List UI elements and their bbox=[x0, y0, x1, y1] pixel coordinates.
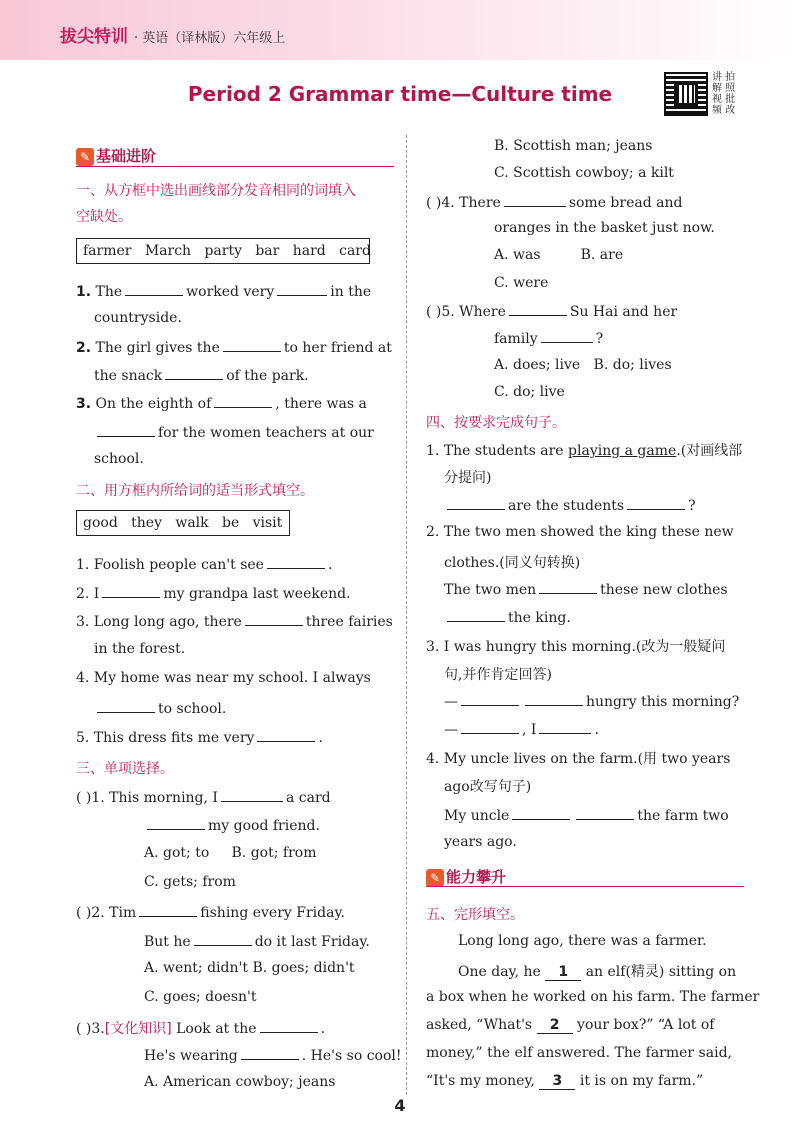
answer-paren[interactable]: ( ) bbox=[426, 195, 442, 211]
question-3-3: ( )3.[文化知识] Look at the . bbox=[76, 1021, 326, 1037]
answer-blank[interactable] bbox=[541, 329, 593, 343]
answer-blank[interactable] bbox=[125, 282, 183, 296]
answer-blank[interactable] bbox=[267, 555, 325, 569]
answer-blank[interactable] bbox=[627, 496, 685, 510]
question-text: school. bbox=[94, 451, 144, 467]
answer-blank[interactable] bbox=[221, 788, 283, 802]
brand-name: 拔尖特训 bbox=[60, 27, 128, 47]
passage-line: asked, “What's 2 your box?” “A lot of bbox=[426, 1017, 715, 1033]
answer-blank[interactable] bbox=[576, 806, 634, 820]
answer-blank[interactable] bbox=[447, 496, 505, 510]
badge-underline bbox=[76, 166, 394, 167]
answer-paren[interactable]: ( ) bbox=[426, 304, 442, 320]
section-badge-basic: ✎ 基础进阶 bbox=[76, 145, 156, 166]
section-1-heading: 一、从方框中选出画线部分发音相同的词填入 bbox=[76, 183, 356, 199]
answer-blank[interactable] bbox=[447, 608, 505, 622]
question-2-2: 2. I my grandpa last weekend. bbox=[76, 586, 351, 602]
answer-blank[interactable] bbox=[241, 1046, 299, 1060]
answer-blank[interactable] bbox=[245, 612, 303, 626]
question-text: to school. bbox=[94, 699, 226, 717]
question-4-1: 1. The students are playing a game.(对画线部 bbox=[426, 443, 743, 459]
page-number: 4 bbox=[394, 1096, 406, 1115]
answer-blank[interactable] bbox=[509, 302, 567, 316]
qr-code-icon[interactable] bbox=[664, 72, 708, 116]
passage-line: money,” the elf answered. The farmer said, bbox=[426, 1045, 732, 1061]
answer-blank[interactable] bbox=[257, 728, 315, 742]
question-text: countryside. bbox=[94, 310, 182, 326]
answer-blank[interactable] bbox=[504, 193, 566, 207]
question-text: my good friend. bbox=[144, 816, 320, 834]
question-3-4: ( )4. There some bread and bbox=[426, 195, 683, 211]
answer-blank[interactable] bbox=[97, 423, 155, 437]
answer-blank[interactable] bbox=[277, 282, 327, 296]
word-box-1: farmer March party bar hard card bbox=[76, 238, 370, 264]
question-2-1: 1. Foolish people can't see . bbox=[76, 557, 333, 573]
question-text: The two men these new clothes bbox=[444, 582, 728, 598]
option-row: C. were bbox=[494, 275, 549, 291]
cloze-blank-3[interactable]: 3 bbox=[539, 1073, 575, 1090]
question-text: But he do it last Friday. bbox=[144, 934, 370, 950]
question-4-2: 2. The two men showed the king these new bbox=[426, 524, 734, 540]
question-3-2: ( )2. Tim fishing every Friday. bbox=[76, 905, 345, 921]
answer-blank[interactable] bbox=[147, 816, 205, 830]
answer-paren[interactable]: ( ) bbox=[76, 905, 92, 921]
question-text: in the forest. bbox=[94, 641, 186, 657]
brand-subtitle: · 英语（译林版）六年级上 bbox=[134, 31, 286, 46]
question-4-4: 4. My uncle lives on the farm.(用 two years bbox=[426, 751, 731, 767]
answer-paren[interactable]: ( ) bbox=[76, 1021, 92, 1037]
cloze-blank-2[interactable]: 2 bbox=[537, 1017, 573, 1034]
question-text: years ago. bbox=[444, 834, 517, 850]
answer-blank[interactable] bbox=[512, 806, 570, 820]
question-text: My uncle the farm two bbox=[444, 808, 729, 824]
question-2-5: 5. This dress fits me very . bbox=[76, 730, 323, 746]
answer-blank[interactable] bbox=[539, 720, 591, 734]
pencil-icon: ✎ bbox=[426, 869, 444, 887]
passage-line: “It's my money, 3 it is on my farm.” bbox=[426, 1073, 704, 1089]
question-text: the snack of the park. bbox=[94, 368, 309, 384]
answer-blank[interactable] bbox=[214, 394, 272, 408]
question-text: — hungry this morning? bbox=[444, 694, 740, 710]
question-text: He's wearing . He's so cool! bbox=[144, 1048, 402, 1064]
culture-tag: [文化知识] bbox=[104, 1021, 172, 1037]
cloze-blank-1[interactable]: 1 bbox=[545, 964, 581, 981]
question-text: ago改写句子) bbox=[444, 779, 532, 795]
question-1-3: 3. On the eighth of , there was a bbox=[76, 396, 367, 412]
answer-paren[interactable]: ( ) bbox=[76, 790, 92, 806]
question-4-3: 3. I was hungry this morning.(改为一般疑问 bbox=[426, 639, 726, 655]
section-4-heading: 四、按要求完成句子。 bbox=[426, 415, 566, 431]
column-divider bbox=[406, 135, 407, 1095]
answer-blank[interactable] bbox=[165, 366, 223, 380]
question-text: are the students ? bbox=[444, 496, 696, 514]
question-1-1: 1. The worked very in the bbox=[76, 284, 372, 300]
page-title: Period 2 Grammar time—Culture time bbox=[187, 82, 613, 106]
option-row: C. Scottish cowboy; a kilt bbox=[494, 165, 674, 181]
answer-blank[interactable] bbox=[260, 1019, 318, 1033]
question-text: family ? bbox=[494, 331, 604, 347]
answer-blank[interactable] bbox=[539, 580, 597, 594]
option-row: C. do; live bbox=[494, 384, 565, 400]
section-badge-advanced: ✎ 能力攀升 bbox=[426, 866, 506, 887]
question-2-3: 3. Long long ago, there three fairies bbox=[76, 614, 393, 630]
question-1-2: 2. The girl gives the to her friend at bbox=[76, 340, 392, 356]
question-text: 分提问) bbox=[444, 470, 492, 486]
question-3-5: ( )5. Where Su Hai and her bbox=[426, 304, 678, 320]
answer-blank[interactable] bbox=[223, 338, 281, 352]
answer-blank[interactable] bbox=[461, 720, 519, 734]
option-row: A. got; to B. got; from bbox=[144, 845, 317, 861]
question-text: 句,并作肯定回答) bbox=[444, 667, 552, 683]
passage-line: One day, he 1 an elf(精灵) sitting on bbox=[458, 964, 737, 980]
passage-line: Long long ago, there was a farmer. bbox=[458, 933, 707, 949]
option-row: A. was B. are bbox=[494, 247, 624, 263]
question-text: oranges in the basket just now. bbox=[494, 220, 715, 236]
answer-blank[interactable] bbox=[139, 903, 197, 917]
option-row: A. went; didn't B. goes; didn't bbox=[144, 960, 355, 976]
brand-header bbox=[60, 22, 285, 47]
question-text: — , I . bbox=[444, 722, 599, 738]
option-row: C. goes; doesn't bbox=[144, 989, 257, 1005]
section-1-heading-cont: 空缺处。 bbox=[76, 209, 132, 225]
option-row: A. American cowboy; jeans bbox=[144, 1074, 336, 1090]
question-3-1: ( )1. This morning, I a card bbox=[76, 790, 331, 806]
question-2-4: 4. My home was near my school. I always bbox=[76, 670, 371, 686]
question-text: the king. bbox=[444, 608, 571, 626]
question-text: clothes.(同义句转换) bbox=[444, 555, 581, 571]
option-row: A. does; live B. do; lives bbox=[494, 357, 672, 373]
word-box-2: good they walk be visit bbox=[76, 510, 290, 536]
option-row: B. Scottish man; jeans bbox=[494, 138, 653, 154]
answer-blank[interactable] bbox=[525, 692, 583, 706]
answer-blank[interactable] bbox=[194, 932, 252, 946]
question-text: for the women teachers at our bbox=[94, 423, 374, 441]
badge-underline bbox=[426, 886, 744, 887]
section-3-heading: 三、单项选择。 bbox=[76, 761, 174, 777]
option-row: C. gets; from bbox=[144, 874, 236, 890]
pencil-icon: ✎ bbox=[76, 148, 94, 166]
answer-blank[interactable] bbox=[97, 699, 155, 713]
section-2-heading: 二、用方框内所给词的适当形式填空。 bbox=[76, 483, 314, 499]
qr-caption: 讲 拍 解 照 视 批 频 改 bbox=[712, 72, 736, 116]
section-5-heading: 五、完形填空。 bbox=[426, 907, 524, 923]
passage-line: a box when he worked on his farm. The farmer bbox=[426, 989, 760, 1005]
answer-blank[interactable] bbox=[461, 692, 519, 706]
answer-blank[interactable] bbox=[102, 584, 160, 598]
